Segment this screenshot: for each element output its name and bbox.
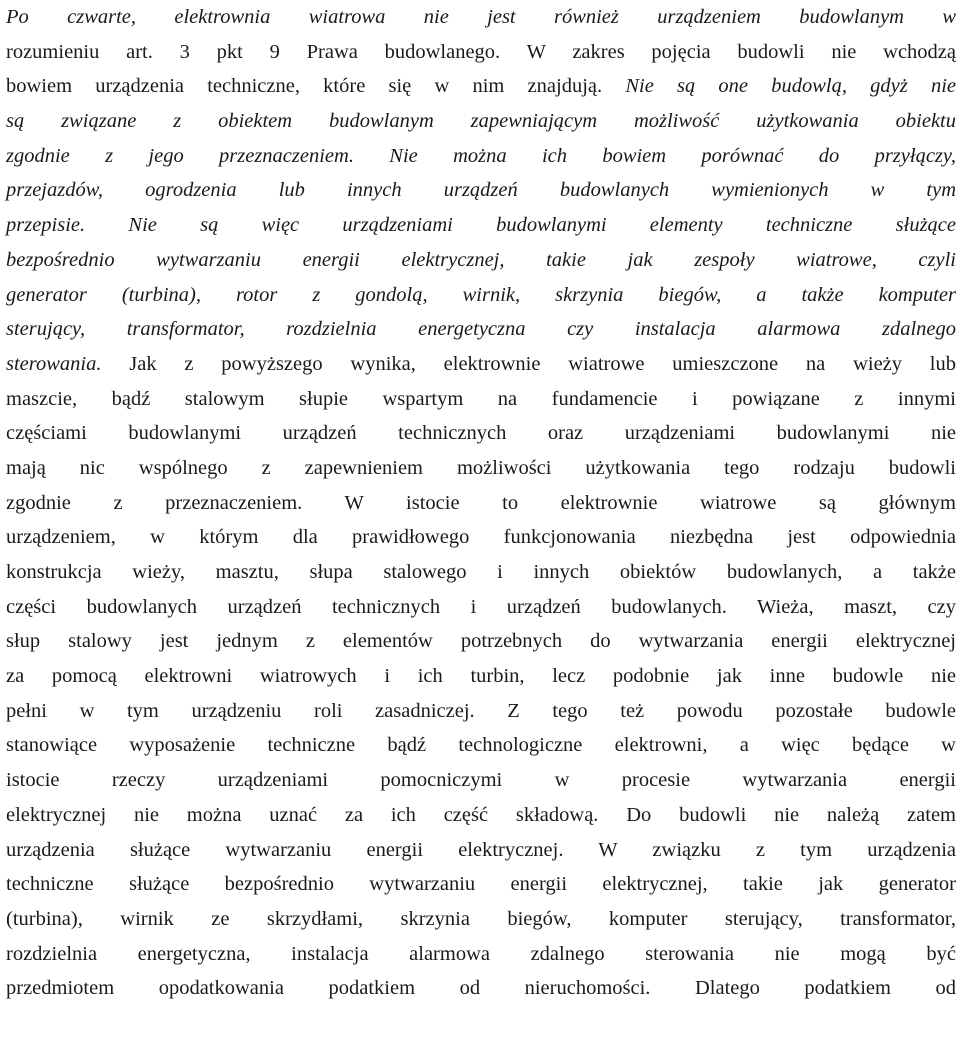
text-line — [6, 520, 956, 555]
text-segment: stanowiące wyposażenie techniczne bądź technologiczne elektrowni, a więc będące w — [6, 734, 956, 757]
text-line — [6, 937, 956, 972]
text-line — [6, 278, 956, 313]
italic-text-segment: bezpośrednio wytwarzaniu energii elektrycznej, takie jak zespoły wiatrowe, czyli — [6, 248, 956, 271]
text-line — [6, 139, 956, 174]
text-segment: pełni w tym urządzeniu roli zasadniczej. Z tego też powodu pozostałe budowle — [6, 699, 956, 722]
italic-text-segment: zgodnie z jego przeznaczeniem. Nie można ich bowiem porównać do przyłączy, — [6, 144, 956, 167]
italic-text-segment: przejazdów, ogrodzenia lub innych urządzeń budowlanych wymienionych w tym — [6, 179, 956, 202]
text-segment: istocie rzeczy urządzeniami pomocniczymi w procesie wytwarzania energii — [6, 769, 956, 792]
text-line — [6, 173, 956, 208]
italic-text-segment: są związane z obiektem budowlanym zapewniającym możliwość użytkowania obiektu — [6, 110, 956, 133]
italic-text-segment: przepisie. Nie są więc urządzeniami budowlanymi elementy techniczne służące — [6, 214, 956, 237]
text-line — [6, 728, 956, 763]
text-segment: maszcie, bądź stalowym słupie wspartym na fundamencie i powiązane z innymi — [6, 387, 956, 410]
text-segment: Jak z powyższego wynika, elektrownie wiatrowe umieszczone na wieży lub — [129, 352, 957, 375]
text-line — [6, 867, 956, 902]
text-segment: urządzeniem, w którym dla prawidłowego funkcjonowania niezbędna jest odpowiednia — [6, 526, 956, 549]
text-segment: mają nic wspólnego z zapewnieniem możliwości użytkowania tego rodzaju budowli — [6, 456, 956, 479]
text-segment: częściami budowlanymi urządzeń technicznych oraz urządzeniami budowlanymi nie — [6, 422, 956, 445]
text-line — [6, 451, 956, 486]
text-segment: (turbina), wirnik ze skrzydłami, skrzynia biegów, komputer sterujący, transformator, — [6, 907, 956, 930]
text-line — [6, 659, 956, 694]
text-line — [6, 798, 956, 833]
text-segment: słup stalowy jest jednym z elementów potrzebnych do wytwarzania energii elektrycznej — [6, 630, 956, 653]
text-line — [6, 624, 956, 659]
text-segment: elektrycznej nie można uznać za ich część składową. Do budowli nie należą zatem — [6, 803, 956, 826]
text-line — [6, 416, 956, 451]
text-line — [6, 833, 956, 868]
text-segment: bowiem urządzenia techniczne, które się w nim znajdują. — [6, 75, 626, 98]
text-segment: techniczne służące bezpośrednio wytwarzaniu energii elektrycznej, takie jak generator — [6, 873, 956, 896]
italic-text-segment: Po czwarte, elektrownia wiatrowa nie jest również urządzeniem budowlanym w — [6, 6, 956, 28]
text-segment: rozumieniu art. 3 pkt 9 Prawa budowlanego. W zakres pojęcia budowli nie wchodzą — [6, 40, 956, 63]
text-line — [6, 555, 956, 590]
italic-text-segment: sterowania. — [6, 352, 130, 375]
text-line — [6, 104, 956, 139]
document-body-text — [6, 0, 956, 1006]
text-line — [6, 69, 956, 104]
text-segment: części budowlanych urządzeń technicznych i urządzeń budowlanych. Wieża, maszt, czy — [6, 595, 956, 618]
text-segment: przedmiotem opodatkowania podatkiem od nieruchomości. Dlatego podatkiem od — [6, 977, 956, 1000]
text-line — [6, 382, 956, 417]
text-line — [6, 312, 956, 347]
italic-text-segment: sterujący, transformator, rozdzielnia energetyczna czy instalacja alarmowa zdalnego — [6, 318, 956, 341]
text-segment: konstrukcja wieży, masztu, słupa stalowego i innych obiektów budowlanych, a także — [6, 561, 956, 583]
text-line — [6, 971, 956, 1006]
text-line — [6, 347, 956, 382]
text-line — [6, 35, 956, 70]
text-segment: zgodnie z przeznaczeniem. W istocie to elektrownie wiatrowe są głównym — [6, 491, 956, 514]
italic-text-segment: Nie są one budowlą, gdyż nie — [625, 75, 956, 98]
text-segment: rozdzielnia energetyczna, instalacja alarmowa zdalnego sterowania nie mogą być — [6, 942, 956, 965]
italic-text-segment: generator (turbina), rotor z gondolą, wirnik, skrzynia biegów, a także komputer — [6, 283, 956, 306]
text-segment: urządzenia służące wytwarzaniu energii elektrycznej. W związku z tym urządzenia — [6, 838, 956, 861]
text-line — [6, 694, 956, 729]
text-line — [6, 0, 956, 35]
text-line — [6, 590, 956, 625]
text-line — [6, 902, 956, 937]
text-line — [6, 486, 956, 521]
text-line — [6, 763, 956, 798]
text-line — [6, 208, 956, 243]
text-segment: za pomocą elektrowni wiatrowych i ich turbin, lecz podobnie jak inne budowle nie — [6, 665, 956, 688]
text-line — [6, 243, 956, 278]
